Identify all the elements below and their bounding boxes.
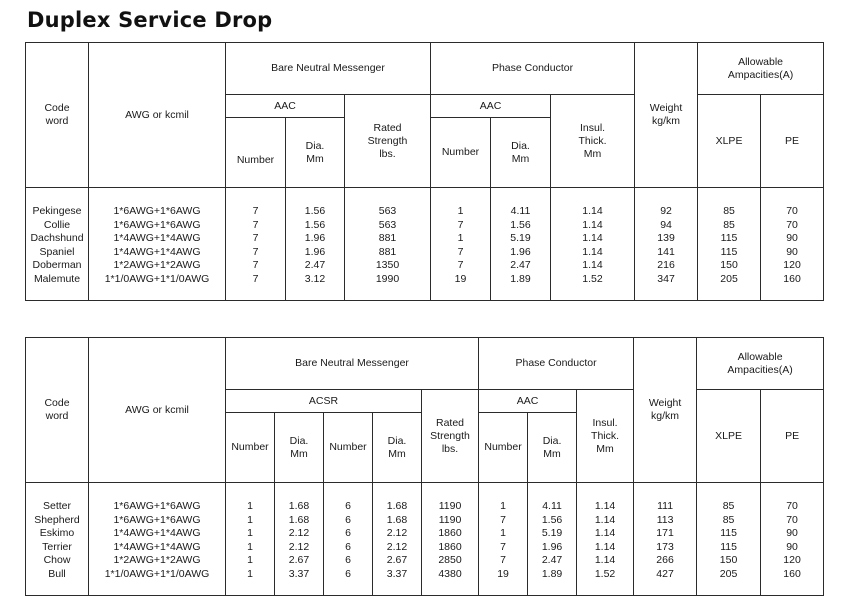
- col-acsr-dia-a-line: 2.12: [288, 527, 310, 540]
- col-awg-line: 1*6AWG+1*6AWG: [113, 500, 201, 512]
- col-insul-thick-line: 1.52: [582, 272, 603, 285]
- col-phase-dia-line: 5.19: [510, 232, 531, 245]
- header-ampacities-line: Ampacities(A): [727, 68, 794, 81]
- col-rated-strength-line: 1860: [438, 527, 462, 540]
- header-acsr-dia-a: [275, 413, 324, 483]
- header-neutral-dia: [286, 118, 345, 188]
- col-phase-dia-line: 4.11: [510, 205, 531, 217]
- header-bare-neutral-messenger: Bare Neutral Messenger: [226, 338, 479, 390]
- header-weight-line: Weight: [648, 397, 682, 409]
- header-phase-dia-line: Dia.: [511, 139, 530, 152]
- page-title: Duplex Service Drop: [27, 8, 273, 32]
- col-weight-line: 92: [660, 205, 672, 217]
- col-phase-number-line: 1: [457, 232, 464, 245]
- col-phase-number-line: 7: [500, 513, 506, 526]
- col-phase-number-line: 19: [454, 272, 467, 285]
- col-pe-line: 90: [786, 527, 798, 540]
- col-phase-number-line: 7: [500, 540, 506, 553]
- col-pe: [761, 483, 824, 596]
- header-phase-conductor: Phase Conductor: [479, 338, 634, 390]
- col-code-word-line: Dachshund: [30, 232, 84, 245]
- col-neutral-number-line: 7: [252, 245, 259, 258]
- col-awg-line: 1*6AWG+1*6AWG: [113, 513, 201, 526]
- col-awg-line: 1*4AWG+1*4AWG: [113, 232, 201, 245]
- col-pe-line: 90: [786, 540, 798, 553]
- col-acsr-number-b-line: 6: [345, 500, 351, 512]
- header-code-word-line: word: [45, 410, 69, 422]
- col-pe-line: 120: [783, 554, 801, 567]
- col-code-word: [26, 483, 89, 596]
- col-neutral-dia-line: 1.96: [304, 232, 326, 245]
- col-code-word-line: Bull: [48, 567, 66, 580]
- col-acsr-number-b-line: 6: [345, 540, 351, 553]
- col-weight-line: 266: [656, 554, 674, 567]
- col-xlpe-line: 115: [720, 245, 738, 258]
- col-phase-dia-line: 5.19: [541, 527, 563, 540]
- col-acsr-number-b-line: 6: [345, 527, 351, 540]
- col-phase-number-line: 7: [457, 218, 464, 231]
- col-neutral-dia-line: 1.96: [304, 245, 326, 258]
- col-pe-line: 120: [783, 259, 801, 272]
- col-awg-line: 1*4AWG+1*4AWG: [113, 527, 201, 540]
- col-acsr-dia-b-line: 2.67: [386, 554, 408, 567]
- header-phase-number: Number: [431, 118, 491, 188]
- col-xlpe-line: 85: [722, 513, 735, 526]
- col-insul-thick-line: 1.14: [594, 554, 616, 567]
- col-weight-line: 139: [657, 232, 675, 245]
- col-awg: [89, 483, 226, 596]
- col-acsr-dia-a-line: 3.37: [288, 567, 310, 580]
- col-weight-line: 113: [656, 513, 674, 526]
- header-neutral-number: Number: [226, 118, 286, 188]
- col-rated-strength-line: 1350: [375, 259, 400, 272]
- col-weight-line: 94: [660, 218, 672, 231]
- col-neutral-number-line: 7: [252, 259, 259, 272]
- col-pe-line: 160: [783, 567, 801, 580]
- header-weight-line: kg/km: [651, 410, 680, 422]
- header-acsr-dia-b: [373, 413, 422, 483]
- col-xlpe-line: 85: [722, 500, 735, 512]
- col-rated-strength-line: 1990: [375, 272, 400, 285]
- col-acsr-dia-b-line: 1.68: [386, 500, 408, 512]
- col-awg-line: 1*4AWG+1*4AWG: [113, 245, 201, 258]
- col-rated-strength: [422, 483, 479, 596]
- col-phase-number-line: 1: [500, 527, 506, 540]
- col-phase-dia-line: 2.47: [510, 259, 531, 272]
- col-phase-dia-line: 1.56: [510, 218, 531, 231]
- col-insul-thick-line: 1.14: [582, 205, 603, 217]
- col-insul-thick-line: 1.14: [594, 540, 616, 553]
- col-xlpe-line: 85: [723, 218, 735, 231]
- header-phase-dia: [491, 118, 551, 188]
- header-insul-thick: [551, 95, 635, 188]
- col-acsr-dia-b: [373, 483, 422, 596]
- header-insul-thick-line: Thick.: [591, 429, 620, 442]
- col-code-word-line: Spaniel: [39, 245, 75, 258]
- header-acsr: ACSR: [226, 390, 422, 413]
- col-acsr-dia-b-line: 2.12: [386, 540, 408, 553]
- col-rated-strength-line: 1190: [438, 513, 462, 526]
- header-rated-strength-line: Rated: [373, 121, 402, 134]
- col-insul-thick-line: 1.14: [582, 232, 603, 245]
- col-acsr-dia-a: [275, 483, 324, 596]
- header-awg: AWG or kcmil: [89, 338, 226, 483]
- header-weight: [635, 43, 698, 188]
- col-acsr-dia-b-line: 3.37: [386, 567, 408, 580]
- col-phase-number: [479, 483, 528, 596]
- header-bare-neutral-messenger: Bare Neutral Messenger: [226, 43, 431, 95]
- header-phase-dia: [528, 413, 577, 483]
- col-awg-line: 1*2AWG+1*2AWG: [113, 554, 201, 567]
- col-neutral-dia-line: 2.47: [304, 259, 326, 272]
- col-insul-thick: [551, 188, 635, 301]
- header-xlpe: XLPE: [698, 95, 761, 188]
- header-acsr-dia-b-line: Dia.: [387, 434, 407, 447]
- col-neutral-dia-line: 1.56: [304, 205, 326, 217]
- header-ampacities-line: Allowable: [738, 55, 784, 68]
- col-weight-line: 141: [657, 245, 675, 258]
- col-acsr-dia-b-line: 2.12: [386, 527, 408, 540]
- header-acsr-dia-a-line: Dia.: [289, 434, 309, 447]
- col-code-word-line: Doberman: [32, 259, 82, 272]
- col-acsr-dia-a-line: 2.12: [288, 540, 310, 553]
- col-acsr-number-a-line: 1: [247, 567, 253, 580]
- header-rated-strength: [422, 390, 479, 483]
- col-insul-thick-line: 1.14: [594, 500, 616, 512]
- header-phase-dia-line: Mm: [511, 152, 530, 165]
- col-weight-line: 427: [656, 567, 674, 580]
- col-insul-thick-line: 1.14: [582, 259, 603, 272]
- header-insul-thick-line: Mm: [583, 147, 602, 160]
- col-acsr-number-b: [324, 483, 373, 596]
- col-neutral-number-line: 7: [252, 232, 259, 245]
- col-phase-number-line: 1: [457, 205, 464, 217]
- header-rated-strength-line: Strength: [430, 429, 470, 442]
- col-xlpe-line: 150: [719, 554, 738, 567]
- col-pe-line: 70: [786, 218, 798, 231]
- col-weight-line: 347: [657, 272, 675, 285]
- col-xlpe: [697, 483, 761, 596]
- col-awg-line: 1*4AWG+1*4AWG: [113, 540, 201, 553]
- col-phase-dia: [491, 188, 551, 301]
- col-neutral-number-line: 7: [252, 272, 259, 285]
- col-pe-line: 160: [783, 272, 801, 285]
- col-pe-line: 70: [786, 500, 798, 512]
- col-phase-dia-line: 1.96: [541, 540, 563, 553]
- col-code-word-line: Malemute: [33, 272, 81, 285]
- header-pe: PE: [761, 95, 824, 188]
- col-neutral-number-line: 7: [252, 205, 259, 217]
- col-acsr-dia-a-line: 2.67: [288, 554, 310, 567]
- col-phase-number-line: 7: [457, 245, 464, 258]
- header-insul-thick-line: Insul.: [592, 416, 618, 429]
- col-neutral-dia: [286, 188, 345, 301]
- col-phase-number-line: 1: [500, 500, 506, 512]
- header-code-word: [26, 338, 89, 483]
- col-neutral-number: [226, 188, 286, 301]
- header-phase-number: Number: [479, 413, 528, 483]
- header-neutral-dia-line: Mm: [306, 152, 324, 165]
- col-awg-line: 1*2AWG+1*2AWG: [113, 259, 201, 272]
- col-code-word-line: Chow: [43, 554, 71, 567]
- col-phase-dia-line: 1.89: [510, 272, 531, 285]
- col-xlpe: [698, 188, 761, 301]
- col-phase-dia-line: 1.96: [510, 245, 531, 258]
- col-phase-number-line: 19: [497, 567, 509, 580]
- col-acsr-number-b-line: 6: [345, 554, 351, 567]
- col-acsr-number-a-line: 1: [247, 500, 253, 512]
- header-ampacities-line: Ampacities(A): [727, 363, 793, 376]
- col-xlpe-line: 85: [723, 205, 735, 217]
- header-code-word-line: word: [45, 115, 69, 127]
- col-awg: [89, 188, 226, 301]
- col-insul-thick-line: 1.14: [594, 527, 616, 540]
- header-rated-strength-line: lbs.: [441, 442, 459, 455]
- col-code-word-line: Pekingese: [32, 205, 82, 217]
- col-phase-dia-line: 2.47: [541, 554, 563, 567]
- col-acsr-number-a-line: 1: [247, 527, 253, 540]
- col-phase-dia: [528, 483, 577, 596]
- header-phase-conductor: Phase Conductor: [431, 43, 635, 95]
- col-xlpe-line: 115: [720, 232, 738, 245]
- spec-table-aac: [25, 42, 824, 301]
- header-neutral-dia-line: Dia.: [305, 139, 325, 152]
- col-rated-strength-line: 881: [378, 245, 397, 258]
- col-weight: [634, 483, 697, 596]
- header-aac-phase: AAC: [431, 95, 551, 118]
- col-pe-line: 70: [786, 513, 798, 526]
- header-code-word: [26, 43, 89, 188]
- header-phase-dia-line: Mm: [543, 447, 561, 460]
- col-rated-strength-line: 563: [378, 218, 397, 231]
- col-awg-line: 1*6AWG+1*6AWG: [113, 205, 201, 217]
- header-rated-strength-line: Rated: [436, 416, 465, 429]
- col-insul-thick-line: 1.14: [582, 218, 603, 231]
- col-code-word-line: Shepherd: [34, 513, 80, 526]
- col-rated-strength-line: 2850: [438, 554, 462, 567]
- col-code-word-line: Collie: [43, 218, 71, 231]
- col-acsr-number-a-line: 1: [247, 513, 253, 526]
- header-aac-neutral: AAC: [226, 95, 345, 118]
- header-ampacities: [698, 43, 824, 95]
- col-pe: [761, 188, 824, 301]
- header-acsr-dia-a-line: Mm: [290, 447, 308, 460]
- header-rated-strength-line: lbs.: [379, 147, 396, 160]
- col-awg-line: 1*1/0AWG+1*1/0AWG: [104, 272, 210, 285]
- col-rated-strength: [345, 188, 431, 301]
- col-phase-number: [431, 188, 491, 301]
- col-insul-thick-line: 1.14: [582, 245, 603, 258]
- header-aac-phase: AAC: [479, 390, 577, 413]
- header-acsr-number-a: Number: [226, 413, 275, 483]
- header-insul-thick: [577, 390, 634, 483]
- header-ampacities: [697, 338, 824, 390]
- col-acsr-dia-b-line: 1.68: [386, 513, 408, 526]
- col-code-word-line: Setter: [42, 500, 71, 512]
- header-rated-strength: [345, 95, 431, 188]
- col-insul-thick: [577, 483, 634, 596]
- col-awg-line: 1*6AWG+1*6AWG: [113, 218, 201, 231]
- col-insul-thick-line: 1.52: [594, 567, 616, 580]
- col-neutral-number-line: 7: [252, 218, 259, 231]
- col-xlpe-line: 205: [720, 272, 738, 285]
- col-insul-thick-line: 1.14: [594, 513, 616, 526]
- col-weight-line: 216: [657, 259, 675, 272]
- header-acsr-number-b: Number: [324, 413, 373, 483]
- col-weight: [635, 188, 698, 301]
- col-rated-strength-line: 563: [378, 205, 397, 217]
- col-code-word-line: Eskimo: [39, 527, 75, 540]
- col-phase-number-line: 7: [457, 259, 464, 272]
- col-weight-line: 171: [656, 527, 674, 540]
- header-xlpe: XLPE: [697, 390, 761, 483]
- col-weight-line: 111: [657, 500, 674, 512]
- header-pe: PE: [761, 390, 824, 483]
- header-ampacities-line: Allowable: [737, 350, 783, 363]
- col-phase-dia-line: 1.56: [541, 513, 563, 526]
- col-acsr-number-b-line: 6: [345, 513, 351, 526]
- col-xlpe-line: 115: [720, 527, 737, 540]
- header-insul-thick-line: Mm: [596, 442, 614, 455]
- col-neutral-dia-line: 1.56: [304, 218, 326, 231]
- header-rated-strength-line: Strength: [367, 134, 408, 147]
- col-phase-dia-line: 4.11: [542, 500, 562, 512]
- col-rated-strength-line: 4380: [438, 567, 462, 580]
- col-neutral-dia-line: 3.12: [304, 272, 326, 285]
- header-weight-line: kg/km: [652, 115, 681, 127]
- col-acsr-number-a-line: 1: [247, 540, 253, 553]
- col-acsr-number-b-line: 6: [345, 567, 351, 580]
- spec-table-acsr: [25, 337, 824, 596]
- col-code-word: [26, 188, 89, 301]
- col-xlpe-line: 115: [720, 540, 737, 553]
- col-rated-strength-line: 1190: [438, 500, 462, 512]
- col-awg-line: 1*1/0AWG+1*1/0AWG: [104, 567, 210, 580]
- col-acsr-number-a-line: 1: [247, 554, 253, 567]
- col-xlpe-line: 150: [720, 259, 738, 272]
- col-code-word-line: Terrier: [42, 540, 72, 553]
- header-code-word-line: Code: [44, 102, 70, 114]
- col-phase-number-line: 7: [500, 554, 506, 567]
- col-pe-line: 70: [786, 205, 798, 217]
- header-acsr-dia-b-line: Mm: [388, 447, 406, 460]
- header-insul-thick-line: Insul.: [579, 121, 606, 134]
- col-pe-line: 90: [786, 245, 798, 258]
- col-phase-dia-line: 1.89: [541, 567, 563, 580]
- col-xlpe-line: 205: [719, 567, 738, 580]
- col-pe-line: 90: [786, 232, 798, 245]
- col-acsr-dia-a-line: 1.68: [288, 513, 310, 526]
- header-weight-line: Weight: [649, 102, 683, 114]
- col-rated-strength-line: 1860: [438, 540, 462, 553]
- header-code-word-line: Code: [44, 397, 70, 409]
- header-awg: AWG or kcmil: [89, 43, 226, 188]
- col-rated-strength-line: 881: [378, 232, 397, 245]
- header-insul-thick-line: Thick.: [578, 134, 607, 147]
- header-phase-dia-line: Dia.: [542, 434, 562, 447]
- col-acsr-dia-a-line: 1.68: [288, 500, 310, 512]
- header-weight: [634, 338, 697, 483]
- col-acsr-number-a: [226, 483, 275, 596]
- col-weight-line: 173: [656, 540, 674, 553]
